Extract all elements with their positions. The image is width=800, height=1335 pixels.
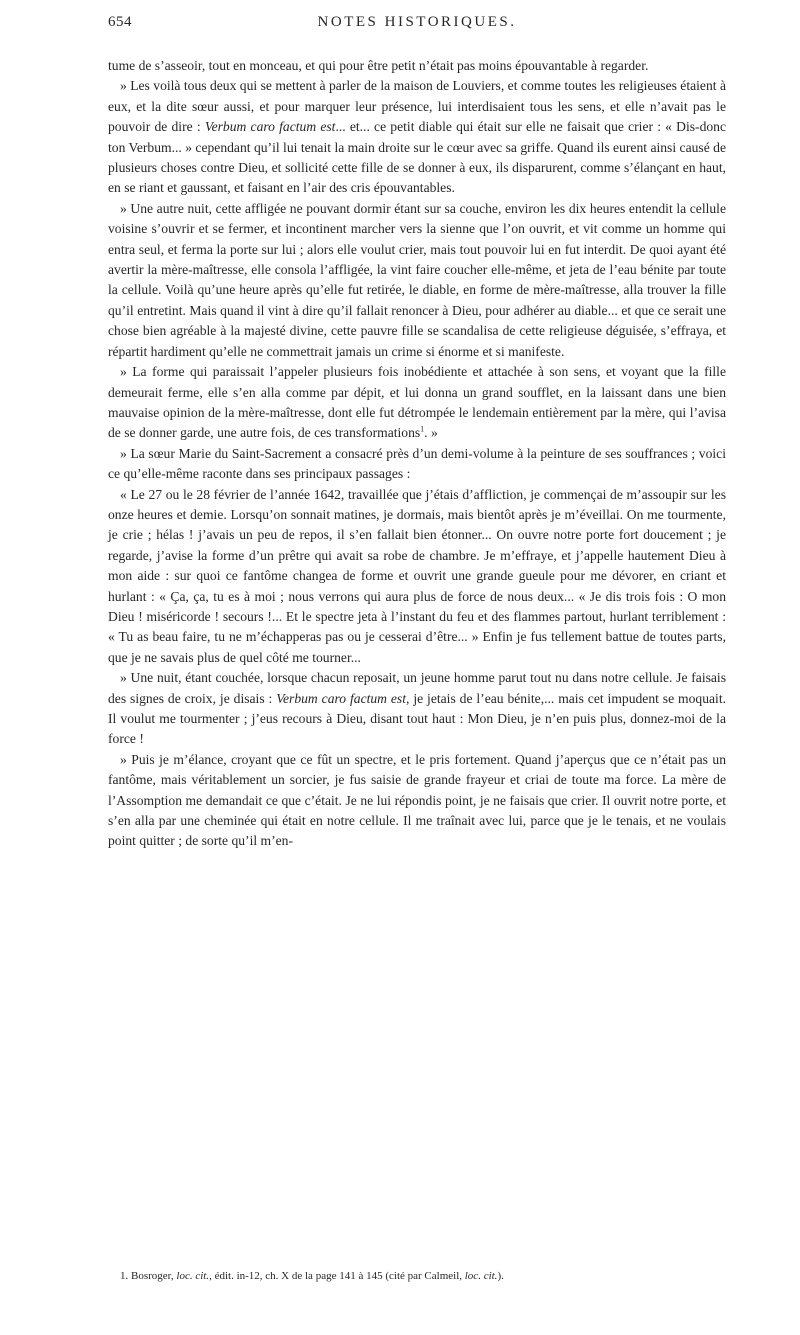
footnote-ref: 1	[420, 424, 425, 434]
paragraph: » Puis je m’élance, croyant que ce fût un spectre, et le pris fortement. Quand j’aperçus que ce n’était pas un fantôme, mais véritablement un sorcier, je fus saisie de grande frayeur et criai de toute ma force. La mère de l’Assomption me demandait ce que c’était. Je ne lui répondis point, je ne faisais que crier. Il ouvrit notre porte, et s’en alla par une cheminée qui était en notre cellule. Il me traînait avec lui, parce que je le tenais, et ne voulais point quitter ; de sorte qu’il m’en-	[108, 751, 726, 849]
paragraph: « Le 27 ou le 28 février de l’année 1642, travaillée que j’étais d’affliction, je commençai de m’assoupir sur les onze heures et demie. Lorsqu’on sonnait matines, je dormais, mais bientôt après je m’éveillai. On me tourmente, je crie ; hélas ! j’avais un peu de repos, il s’en fallait bien étonner... On ouvre notre porte fort doucement ; je regarde, j’avise la forme d’un prêtre qui avait sa robe de chambre. Je m’effraye, et j’appelle hautement Dieu à mon aide : sur quoi ce fantôme changea de forme et ouvrit une grande gueule pour me dévorer, en criant et hurlant : « Ça, ça, tu es à moi ; nous verrons qui aura plus de force de nous deux... « Je dis trois fois : O mon Dieu ! miséricorde ! secours !... Et le spectre jeta à l’instant du feu et des flammes partout, hurlant terriblement : « Tu as beau faire, tu ne m’échapperas pas ou je cesserai d’être... » Enfin je fus tellement battue de toutes parts, que je ne savais plus de quel côté me tourner...	[108, 486, 726, 665]
citation: loc. cit.	[176, 1270, 210, 1282]
footnote-number: 1	[120, 1270, 126, 1282]
latin-phrase: Verbum caro factum est	[204, 119, 336, 135]
paragraph: » Une nuit, étant couchée, lorsque chacun reposait, un jeune homme parut tout nu dans notre cellule. Je faisais des signes de croix, je disais : Verbum caro factum est, je jetais de l’eau bénite,... mais cet impudent se moquait. Il voulut me tourmenter ; j’eus recours à Dieu, disant tout haut : Mon Dieu, je n’en puis plus, donnez-moi de la force !	[108, 670, 726, 747]
page-header	[108, 14, 726, 36]
running-title: NOTES HISTORIQUES.	[317, 14, 517, 30]
main-text	[108, 56, 726, 852]
citation: loc. cit.	[464, 1270, 498, 1282]
page-number: 654	[108, 14, 132, 30]
paragraph: tume de s’asseoir, tout en monceau, et qui pour être petit n’était pas moins épouvantable à regarder.	[108, 58, 649, 73]
paragraph: » La forme qui paraissait l’appeler plusieurs fois inobédiente et attachée à son sens, et voyant que la fille demeurait ferme, elle s’en alla comme par dépit, et lui donna un grand soufflet, en la laissant dans une bien mauvaise opinion de la mère-maîtresse, dont elle fut détrompée le lendemain entièrement par la mère, qui l’avisa de se donner garde, une autre fois, de ces transformations$^1$. »	[108, 364, 726, 441]
latin-phrase: Verbum caro factum est	[276, 690, 407, 706]
paragraph: » La sœur Marie du Saint-Sacrement a consacré près d’un demi-volume à la peinture de ses souffrances ; voici ce qu’elle-même raconte dans ses principaux passages :	[108, 445, 726, 482]
footnote: 1. Bosroger, loc. cit., édit. in-12, ch. X de la page 141 à 145 (cité par Calmeil, loc. cit.).	[120, 1270, 504, 1282]
paragraph: » Une autre nuit, cette affligée ne pouvant dormir étant sur sa couche, environ les dix heures entendit la cellule voisine s’ouvrir et se fermer, et incontinent marcher vers la sienne que l’on ouvrit, et vit comme un homme qui entra seul, et ferma la porte sur lui ; alors elle voulut crier, mais tout pouvoir lui en fut interdit. De quoi ayant été avertir la mère-maîtresse, elle consola l’affligée, la vint faire coucher elle-même, et jeta de l’eau bénite par toute la cellule. Voilà qu’une heure après qu’elle fut retirée, le diable, en forme de mère-maîtresse, alla trouver la fille qu’il entretint. Mais quand il vint à dire qu’il fallait renoncer à Dieu, pour adhérer au diable... et que ce serait une chose bien agréable à la majesté divine, cette pauvre fille se scandalisa de cette religieuse déguisée, s’effraya, et répartit hardiment qu’elle ne commettrait jamais un crime si énorme et si manifeste.	[108, 200, 726, 359]
paragraph: » Les voilà tous deux qui se mettent à parler de la maison de Louviers, et comme toutes les religieuses étaient à eux, et la dite sœur aussi, et pour marquer leur présence, lui interdisaient tous les sens, et elle n’avait pas le pouvoir de dire : Verbum caro factum est... et... ce petit diable qui était sur elle ne faisait que crier : « Dis-donc ton Verbum... » cependant qu’il lui tenait la main droite sur le cœur avec sa griffe. Quand ils eurent ainsi causé de plusieurs choses contre Dieu, et sollicité cette fille de se donner à eux, ils disparurent, comme s’élançant en haut, en se riant et gaussant, et faisant en l’air des cris épouvantables.	[108, 78, 726, 196]
